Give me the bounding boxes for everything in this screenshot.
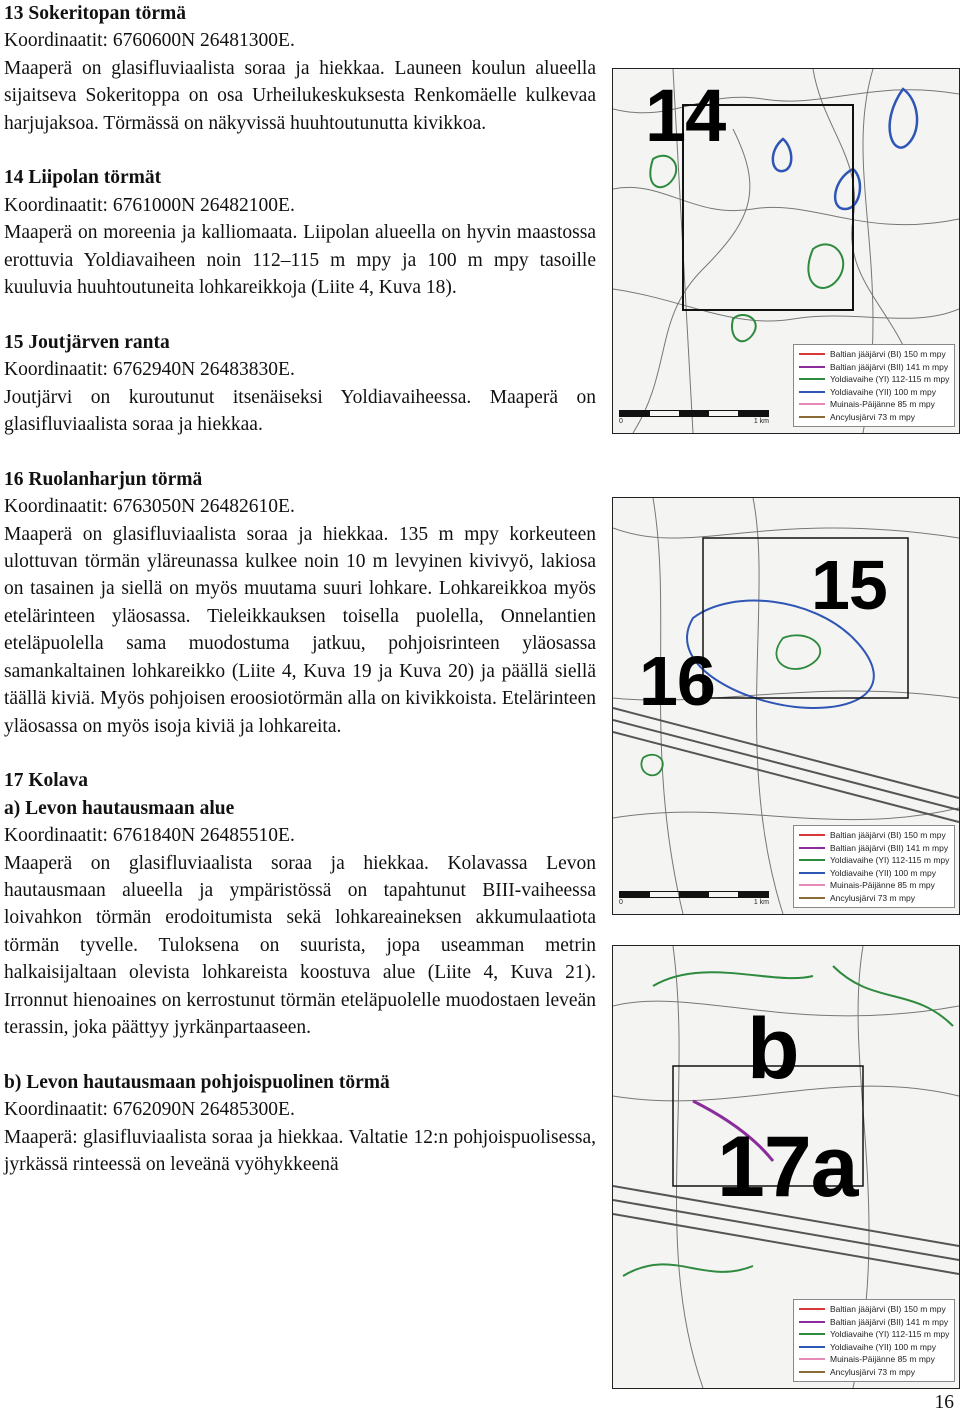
section-heading: 14 Liipolan törmät bbox=[4, 167, 162, 189]
coordinates: Koordinaatit: 6762940N 26483830E. bbox=[4, 359, 295, 381]
map-label: 15 bbox=[811, 546, 887, 624]
map-kolava bbox=[612, 945, 960, 1389]
map-legend bbox=[793, 825, 955, 908]
legend-item: Baltian jääjärvi (BII) 141 m mpy bbox=[799, 842, 949, 855]
section-body: Maaperä on glasifluviaalista soraa ja hiekkaa. 135 m mpy korkeuteen ulottuvan törmän yläreunassa kulkee noin 10 m levyinen kivivyö, lakiosa on tasainen ja siellä on myös muutama suuri lohkare. Lohkareikkoa myös etelärinteen yläosassa. Tieleikkauksen toisella puolella, Onnelantien eteläpuolella sama muodostuma jatkuu, pohjoisrinteen yläosassa samankaltainen lohkareikko (Liite 4, Kuva 19 ja Kuva 20) ja päällä siellä täällä kiviä. Myös pohjoisen eroosiotörmän alla on kivikkoista. Etelärinteen yläosassa on myös isoja kiviä ja lohkareita. bbox=[4, 523, 596, 737]
section-heading: b) Levon hautausmaan pohjoispuolinen törmä bbox=[4, 1071, 390, 1093]
section-14 bbox=[4, 164, 596, 301]
legend-item: Muinais-Päijänne 85 m mpy bbox=[799, 1353, 949, 1366]
scale-start: 0 bbox=[619, 418, 623, 425]
coordinates: Koordinaatit: 6761840N 26485510E. bbox=[4, 825, 295, 847]
section-heading: 13 Sokeritopan törmä bbox=[4, 3, 186, 24]
coordinates: Koordinaatit: 6763050N 26482610E. bbox=[4, 496, 295, 518]
legend-item: Muinais-Päijänne 85 m mpy bbox=[799, 398, 949, 411]
legend-item: Yoldiavaihe (YI) 112-115 m mpy bbox=[799, 1328, 949, 1341]
section-15 bbox=[4, 329, 596, 439]
section-16 bbox=[4, 466, 596, 740]
map-label: b bbox=[747, 1001, 799, 1097]
text-column bbox=[4, 0, 596, 1206]
section-17b bbox=[4, 1069, 596, 1179]
legend-item: Yoldiavaihe (YII) 100 m mpy bbox=[799, 1341, 949, 1354]
section-body: Maaperä on glasifluviaalista soraa ja hiekkaa. Launeen koulun alueella sijaitseva Sokeritoppa on osa Urheilukeskuksesta Renkomäelle kulkevaa harjujaksoa. Törmässä on näkyvissä huuhtoutunutta kivikkoa. bbox=[4, 57, 596, 134]
coordinates: Koordinaatit: 6761000N 26482100E. bbox=[4, 194, 295, 216]
legend-item: Baltian jääjärvi (BI) 150 m mpy bbox=[799, 348, 949, 361]
scale-start: 0 bbox=[619, 899, 623, 906]
scale-end: 1 km bbox=[753, 418, 769, 425]
legend-item: Ancylusjärvi 73 m mpy bbox=[799, 892, 949, 905]
legend-item: Baltian jääjärvi (BI) 150 m mpy bbox=[799, 829, 949, 842]
coordinates: Koordinaatit: 6762090N 26485300E. bbox=[4, 1099, 295, 1121]
section-13 bbox=[4, 0, 596, 137]
map-joutjarvi-ruolanharju bbox=[612, 497, 960, 915]
map-legend bbox=[793, 344, 955, 427]
map-liipola bbox=[612, 68, 960, 434]
legend-item: Ancylusjärvi 73 m mpy bbox=[799, 411, 949, 424]
legend-item: Ancylusjärvi 73 m mpy bbox=[799, 1366, 949, 1379]
coordinates: Koordinaatit: 6760600N 26481300E. bbox=[4, 30, 295, 52]
map-label: 14 bbox=[645, 74, 726, 157]
scale-bar bbox=[619, 891, 769, 906]
section-body: Maaperä on glasifluviaalista soraa ja hiekkaa. Kolavassa Levon hautausmaan alueella ja ympäristössä on tapahtunut BIII-vaiheessa loivahkon törmän erodoitumista sekä lohkareaineksen akkumulaatiota törmän tyvelle. Tuloksena on suurista, jopa useamman metrin halkaisijaltaan olevista lohkareista koostuva alue (Liite 4, Kuva 21). Irronnut hienoaines on kerrostunut törmän eteläpuolelle muodostaen leveän terassin, joka päättyy jyrkänpartaaseen. bbox=[4, 852, 596, 1038]
section-heading: 15 Joutjärven ranta bbox=[4, 331, 170, 353]
legend-item: Muinais-Päijänne 85 m mpy bbox=[799, 879, 949, 892]
map-label: 16 bbox=[639, 642, 715, 720]
legend-item: Baltian jääjärvi (BII) 141 m mpy bbox=[799, 361, 949, 374]
section-body: Maaperä on moreenia ja kalliomaata. Liipolan alueella on hyvin maastossa erottuvia Yoldiavaiheen noin 112–115 m mpy ja 100 m mpy tasoille kuuluvia huuhtoutuneita lohkareikkoja (Liite 4, Kuva 18). bbox=[4, 222, 596, 299]
legend-item: Baltian jääjärvi (BI) 150 m mpy bbox=[799, 1303, 949, 1316]
legend-item: Baltian jääjärvi (BII) 141 m mpy bbox=[799, 1316, 949, 1329]
legend-item: Yoldiavaihe (YII) 100 m mpy bbox=[799, 867, 949, 880]
section-subheading: a) Levon hautausmaan alue bbox=[4, 797, 235, 819]
scale-end: 1 km bbox=[753, 899, 769, 906]
page-number: 16 bbox=[934, 1392, 954, 1413]
section-heading: 17 Kolava bbox=[4, 770, 88, 792]
scale-bar bbox=[619, 410, 769, 425]
map-label: 17a bbox=[717, 1119, 858, 1215]
section-body: Joutjärvi on kuroutunut itsenäiseksi Yoldiavaiheessa. Maaperä on glasifluviaalista soraa ja hiekkaa. bbox=[4, 386, 596, 436]
legend-item: Yoldiavaihe (YI) 112-115 m mpy bbox=[799, 373, 949, 386]
section-body: Maaperä: glasifluviaalista soraa ja hiekkaa. Valtatie 12:n pohjoispuolisessa, jyrkässä rinteessä on leveänä vyöhykkeenä bbox=[4, 1126, 596, 1175]
section-heading: 16 Ruolanharjun törmä bbox=[4, 468, 203, 490]
map-legend bbox=[793, 1299, 955, 1382]
section-17 bbox=[4, 767, 596, 1041]
legend-item: Yoldiavaihe (YII) 100 m mpy bbox=[799, 386, 949, 399]
legend-item: Yoldiavaihe (YI) 112-115 m mpy bbox=[799, 854, 949, 867]
